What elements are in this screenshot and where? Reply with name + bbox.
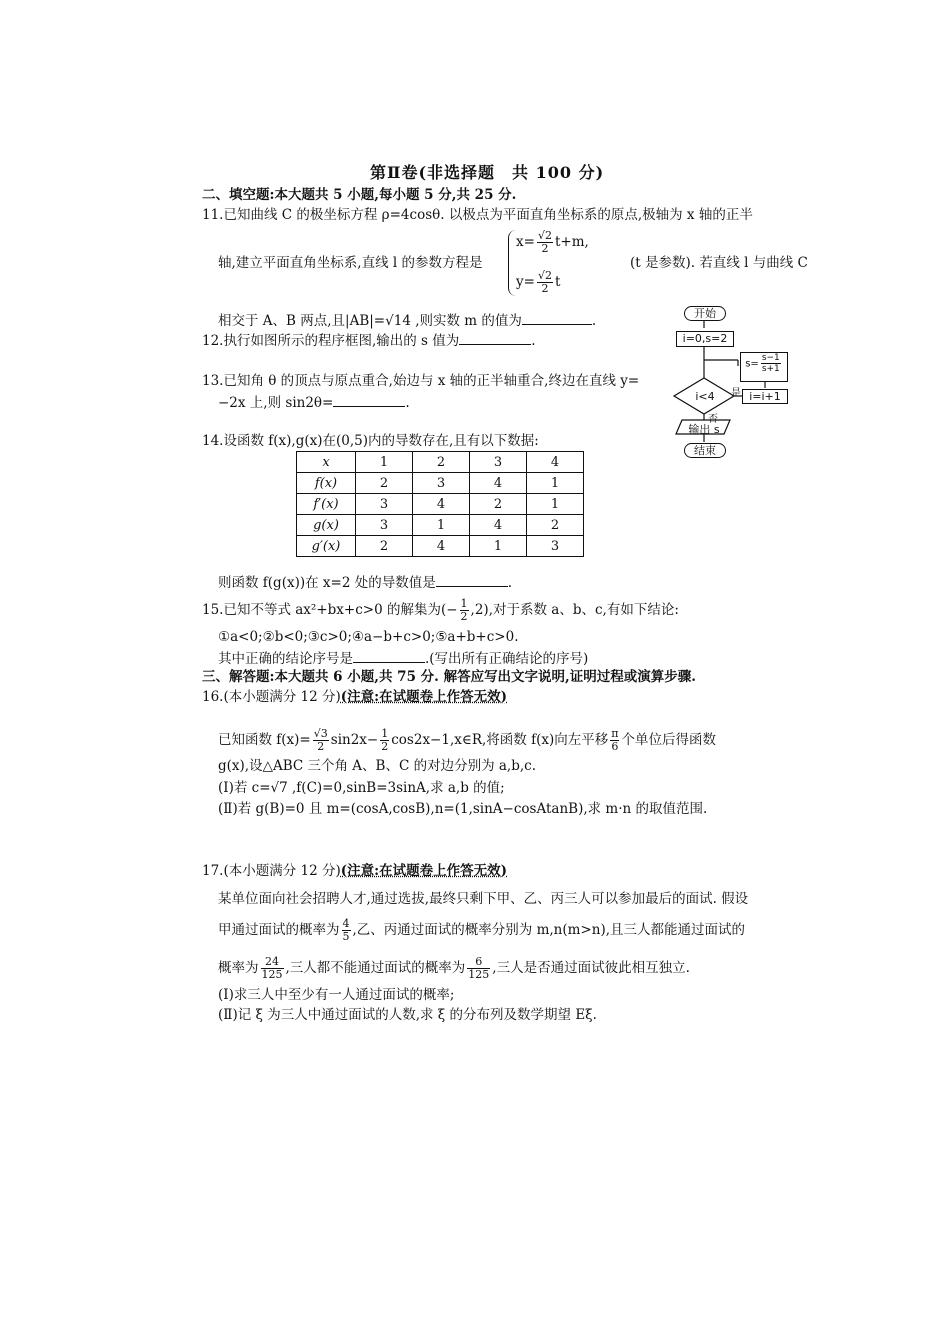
q17-part2: (Ⅱ)记 ξ 为三人中通过面试的人数,求 ξ 的分布列及数学期望 Eξ. (218, 1007, 597, 1023)
table-header-row (297, 452, 584, 473)
table-cell: 1 (527, 473, 584, 494)
q14-after: 则函数 f(g(x))在 x=2 处的导数值是 . (218, 572, 512, 592)
q13-line2: −2x 上,则 sin2θ= . (218, 392, 410, 412)
fill-in-section-header: 二、填空题:本大题共 5 小题,每小题 5 分,共 25 分. (202, 187, 517, 203)
table-cell: 1 (413, 515, 470, 536)
q11-line1: 11.已知曲线 C 的极坐标方程 ρ=4cosθ. 以极点为平面直角坐标系的原点,极轴为 x 轴的正半 (202, 207, 753, 223)
table-row (297, 494, 584, 515)
table-cell: 3 (356, 494, 413, 515)
flow-increment: i=i+1 (742, 389, 788, 404)
answer-section-header: 三、解答题:本大题共 6 小题,共 75 分. 解答应写出文字说明,证明过程或演算步骤. (202, 669, 696, 685)
table-cell: 4 (527, 452, 584, 473)
q16-head: 16.(本小题满分 12 分)(注意:在试题卷上作答无效) (202, 689, 508, 705)
flow-update: s= $\frac{s-1}{s+1}$ (740, 352, 788, 382)
table-cell: 4 (413, 536, 470, 557)
table-row (297, 515, 584, 536)
flow-end: 结束 (684, 443, 726, 458)
q15-line2: ①a<0;②b<0;③c>0;④a−b+c>0;⑤a+b+c>0. (218, 629, 519, 645)
table-cell: 2 (356, 473, 413, 494)
q11-eq2: y= $\frac{√2}{2}$ t (516, 269, 561, 295)
q17-part1: (Ⅰ)求三人中至少有一人通过面试的概率; (218, 987, 455, 1003)
q17-line3: 概率为 $\frac{24}{125}$ ,三人都不能通过面试的概率为 $\frac{6}{125}$ ,三人是否通过面试彼此相互独立. (218, 955, 690, 981)
table-row (297, 536, 584, 557)
flow-init: i=0,s=2 (676, 331, 734, 347)
q17-line2: 甲通过面试的概率为 $\frac{4}{5}$ ,乙、丙通过面试的概率分别为 m,n(m>n),且三人都能通过面试的 (218, 917, 746, 943)
table-row (297, 473, 584, 494)
flow-output: 输出 s (688, 423, 720, 436)
flow-yes-label: 是 (731, 388, 741, 399)
q15-line1: 15.已知不等式 ax²+bx+c>0 的解集为(− $\frac{1}{2}$ ,2),对于系数 a、b、c,有如下结论: (202, 597, 679, 623)
table-cell: 4 (470, 515, 527, 536)
q11-line2b: (t 是参数). 若直线 l 与曲线 C (630, 255, 808, 271)
q16-line1: 已知函数 f(x)= $\frac{√3}{2}$ sin2x− $\frac{1}{2}$ cos2x−1,x∈R,将函数 f(x)向左平移 $\frac{\pi}{6}$ 个单位后得函数 (218, 727, 716, 753)
q16-part2: (Ⅱ)若 g(B)=0 且 m=(cosA,cosB),n=(1,sinA−cosAtanB),求 m·n 的取值范围. (218, 801, 708, 817)
table-cell: 1 (356, 452, 413, 473)
flowchart (668, 300, 790, 465)
table-cell: 2 (413, 452, 470, 473)
table-cell: 3 (413, 473, 470, 494)
table-cell: f(x) (297, 473, 356, 494)
table-cell: 1 (527, 494, 584, 515)
table-cell: f′(x) (297, 494, 356, 515)
table-cell: x (297, 452, 356, 473)
table-cell: 2 (470, 494, 527, 515)
q16-part1: (Ⅰ)若 c=√7 ,f(C)=0,sinB=3sinA,求 a,b 的值; (218, 780, 505, 796)
table-cell: 4 (413, 494, 470, 515)
q15-line3: 其中正确的结论序号是 .(写出所有正确结论的序号) (218, 648, 588, 668)
table-cell: 3 (356, 515, 413, 536)
table-cell: 2 (356, 536, 413, 557)
derivative-table (296, 451, 584, 557)
table-cell: 1 (470, 536, 527, 557)
q11-line3: 相交于 A、B 两点,且|AB|=√14 ,则实数 m 的值为 . (218, 310, 596, 330)
flow-start: 开始 (684, 306, 726, 321)
table-cell: 4 (470, 473, 527, 494)
q12-text: 12.执行如图所示的程序框图,输出的 s 值为 . (202, 330, 536, 350)
q14-intro: 14.设函数 f(x),g(x)在(0,5)内的导数存在,且有以下数据: (202, 433, 539, 449)
table-cell: 3 (470, 452, 527, 473)
section-title: 第Ⅱ卷(非选择题 共 100 分) (370, 163, 605, 182)
q13-line1: 13.已知角 θ 的顶点与原点重合,始边与 x 轴的正半轴重合,终边在直线 y= (202, 373, 640, 389)
q16-line2: g(x),设△ABC 三个角 A、B、C 的对边分别为 a,b,c. (218, 758, 537, 774)
table-cell: g′(x) (297, 536, 356, 557)
flow-condition: i<4 (695, 390, 715, 403)
flowchart-connectors (668, 300, 790, 465)
q11-line2a: 轴,建立平面直角坐标系,直线 l 的参数方程是 (218, 255, 483, 271)
q11-eq1: x= $\frac{√2}{2}$ t+m, (516, 229, 589, 255)
q17-head: 17.(本小题满分 12 分)(注意:在试题卷上作答无效) (202, 863, 508, 879)
table-cell: 3 (527, 536, 584, 557)
q17-line1: 某单位面向社会招聘人才,通过选拔,最终只剩下甲、乙、丙三人可以参加最后的面试. 假设 (218, 891, 749, 907)
flow-no-label: 否 (708, 414, 718, 425)
table-cell: 2 (527, 515, 584, 536)
table-cell: g(x) (297, 515, 356, 536)
